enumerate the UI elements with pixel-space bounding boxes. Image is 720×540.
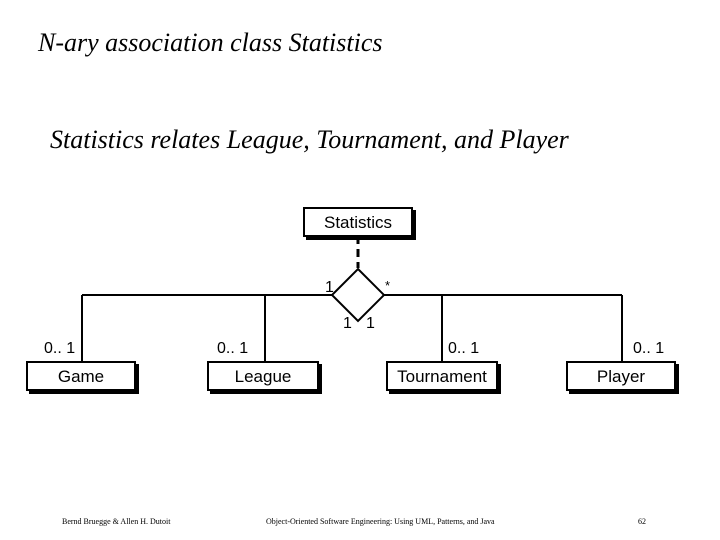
- footer-book-title: Object-Oriented Software Engineering: Using UML, Patterns, and Java: [266, 517, 495, 526]
- diamond-bottom-right-multiplicity: 1: [366, 315, 375, 332]
- league-class-box: [207, 361, 319, 391]
- footer-page-number: 62: [638, 517, 646, 526]
- diamond-left-multiplicity: 1: [325, 279, 334, 296]
- league-multiplicity: 0.. 1: [217, 340, 249, 357]
- diamond-bottom-left-multiplicity: 1: [343, 315, 352, 332]
- game-class-box: [26, 361, 136, 391]
- tournament-class-name: Tournament: [397, 367, 487, 386]
- game-multiplicity: 0.. 1: [44, 340, 76, 357]
- game-class-name: Game: [57, 367, 105, 386]
- slide-subtitle: Statistics relates League, Tournament, and Player: [50, 125, 569, 154]
- player-class-name: Player: [596, 367, 646, 386]
- league-class-name: League: [234, 367, 292, 386]
- player-multiplicity: 0.. 1: [633, 340, 665, 357]
- slide-title: N-ary association class Statistics: [38, 28, 383, 57]
- diamond-right-multiplicity: *: [385, 278, 391, 293]
- footer-authors: Bernd Bruegge & Allen H. Dutoit: [62, 517, 171, 526]
- tournament-multiplicity: 0.. 1: [448, 340, 480, 357]
- player-class-box: [566, 361, 676, 391]
- statistics-class-name: Statistics: [323, 213, 393, 232]
- statistics-class-box: [303, 207, 413, 237]
- tournament-class-box: [386, 361, 498, 391]
- nary-association-diamond: [332, 269, 384, 321]
